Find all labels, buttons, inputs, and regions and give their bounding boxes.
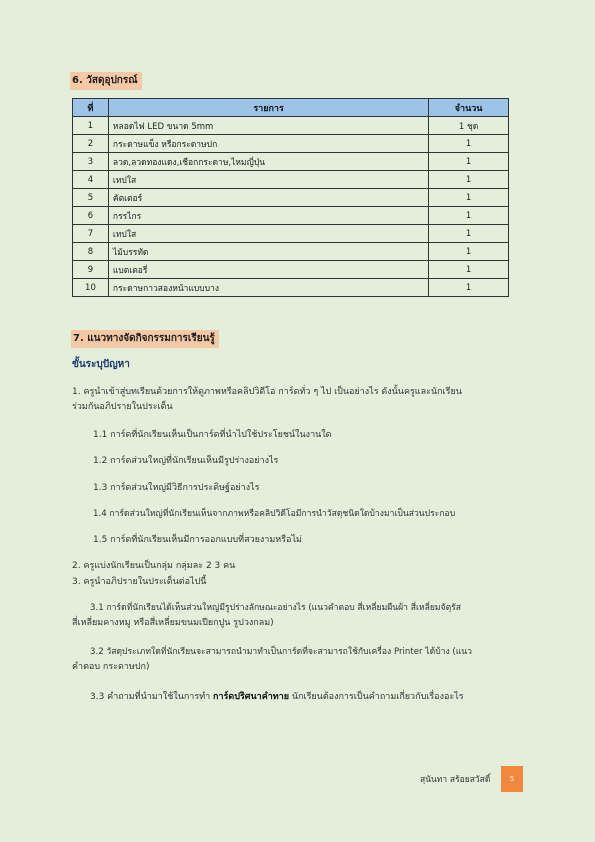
row-item: เทปใส bbox=[108, 171, 428, 189]
section-7-heading: 7. แนวทางจัดกิจกรรมการเรียนรู้ bbox=[71, 330, 219, 348]
row-item: แบตเตอรี่ bbox=[108, 261, 428, 279]
table-row bbox=[73, 261, 509, 279]
row-number: 3 bbox=[73, 153, 109, 171]
row-qty: 1 ชุด bbox=[429, 117, 509, 135]
question-1-4: 1.4 การ์ดส่วนใหญ่ที่นักเรียนเห็นจากภาพหรือคลิปวิดีโอมีการนำวัสดุชนิดใดบ้างมาเป็นส่วนประกอบ bbox=[93, 509, 456, 519]
problem-stage-subheading: ขั้นระบุปัญหา bbox=[72, 359, 130, 370]
paragraph-2: 2. ครูแบ่งนักเรียนเป็นกลุ่ม กลุ่มละ 2 3 คน bbox=[72, 561, 236, 571]
table-row bbox=[73, 225, 509, 243]
row-number: 7 bbox=[73, 225, 109, 243]
row-item: กระดาษแข็ง หรือกระดาษปก bbox=[108, 135, 428, 153]
table-row bbox=[73, 189, 509, 207]
paragraph-3-1-line-2: สี่เหลี่ยมคางหมู หรือสี่เหลี่ยมขนมเปียกปูน รูปวงกลม) bbox=[72, 618, 274, 628]
row-qty: 1 bbox=[429, 153, 509, 171]
table-row bbox=[73, 117, 509, 135]
row-item: ลวด,ลวดทองแดง,เชือกกระดาษ,ไหมญี่ปุ่น bbox=[108, 153, 428, 171]
paragraph-3: 3. ครูนำอภิปรายในประเด็นต่อไปนี้ bbox=[72, 577, 207, 587]
row-number: 10 bbox=[73, 279, 109, 297]
header-item: รายการ bbox=[108, 99, 428, 117]
row-number: 9 bbox=[73, 261, 109, 279]
table-row bbox=[73, 135, 509, 153]
question-1-3: 1.3 การ์ดส่วนใหญ่มีวิธีการประดิษฐ์อย่างไร bbox=[93, 483, 260, 493]
paragraph-3-3 bbox=[90, 690, 464, 704]
paragraph-3-1-line-1: 3.1 การ์ดที่นักเรียนได้เห็นส่วนใหญ่มีรูปร่างลักษณะอย่างไร (แนวคำตอบ สี่เหลี่ยมผืนผ้า สี่เหลี่ยมจัตุรัส bbox=[90, 603, 462, 613]
row-qty: 1 bbox=[429, 225, 509, 243]
row-number: 4 bbox=[73, 171, 109, 189]
paragraph-1-line-2: ร่วมกันอภิปรายในประเด็น bbox=[72, 402, 173, 412]
table-row bbox=[73, 279, 509, 297]
paragraph-1-line-1: 1. ครูนำเข้าสู่บทเรียนด้วยการให้ดูภาพหรือคลิปวิดีโอ การ์ดทั่ว ๆ ไป เป็นอย่างไร ดังนั้นครูและนักเรียน bbox=[72, 387, 462, 397]
materials-table bbox=[72, 98, 509, 297]
row-qty: 1 bbox=[429, 243, 509, 261]
table-row bbox=[73, 243, 509, 261]
section-6-heading: 6. วัสดุอุปกรณ์ bbox=[70, 72, 142, 90]
row-qty: 1 bbox=[429, 261, 509, 279]
row-qty: 1 bbox=[429, 189, 509, 207]
row-qty: 1 bbox=[429, 171, 509, 189]
row-qty: 1 bbox=[429, 279, 509, 297]
row-number: 5 bbox=[73, 189, 109, 207]
question-1-5: 1.5 การ์ดที่นักเรียนเห็นมีการออกแบบที่สวยงามหรือไม่ bbox=[93, 535, 302, 545]
row-number: 8 bbox=[73, 243, 109, 261]
row-qty: 1 bbox=[429, 207, 509, 225]
table-row bbox=[73, 153, 509, 171]
footer-author: สุนันทา สร้อยสวัสดิ์ bbox=[420, 775, 491, 785]
row-item: คัตเตอร์ bbox=[108, 189, 428, 207]
paragraph-3-3-bold: การ์ดปริศนาคำทาย bbox=[213, 692, 290, 702]
row-item: ไม้บรรทัด bbox=[108, 243, 428, 261]
row-item: เทปใส bbox=[108, 225, 428, 243]
paragraph-3-2-line-2: คำตอบ กระดาษปก) bbox=[72, 662, 150, 672]
question-1-1: 1.1 การ์ดที่นักเรียนเห็นเป็นการ์ดที่นำไปใช้ประโยชน์ในงานใด bbox=[93, 430, 332, 440]
paragraph-3-2-line-1: 3.2 วัสดุประเภทใดที่นักเรียนจะสามารถนำมาทำเป็นการ์ดที่จะสามารถใช้กับเครื่อง Printer ได้บ้าง (แนว bbox=[90, 647, 472, 657]
header-qty: จำนวน bbox=[429, 99, 509, 117]
row-qty: 1 bbox=[429, 135, 509, 153]
row-item: กรรไกร bbox=[108, 207, 428, 225]
row-number: 6 bbox=[73, 207, 109, 225]
row-number: 2 bbox=[73, 135, 109, 153]
table-row bbox=[73, 171, 509, 189]
table-header-row bbox=[73, 99, 509, 117]
paragraph-3-3-suffix: นักเรียนต้องการเป็นคำถามเกี่ยวกับเรื่องอะไร bbox=[289, 692, 464, 702]
row-number: 1 bbox=[73, 117, 109, 135]
question-1-2: 1.2 การ์ดส่วนใหญ่ที่นักเรียนเห็นมีรูปร่างอย่างไร bbox=[93, 456, 279, 466]
paragraph-3-3-prefix: 3.3 คำถามที่นำมาใช้ในการทำ bbox=[90, 692, 214, 702]
table-row bbox=[73, 207, 509, 225]
header-no: ที่ bbox=[73, 99, 109, 117]
row-item: กระดาษกาวสองหน้าแบบบาง bbox=[108, 279, 428, 297]
row-item: หลอดไฟ LED ขนาด 5mm bbox=[108, 117, 428, 135]
page-number-badge: 5 bbox=[501, 766, 523, 792]
